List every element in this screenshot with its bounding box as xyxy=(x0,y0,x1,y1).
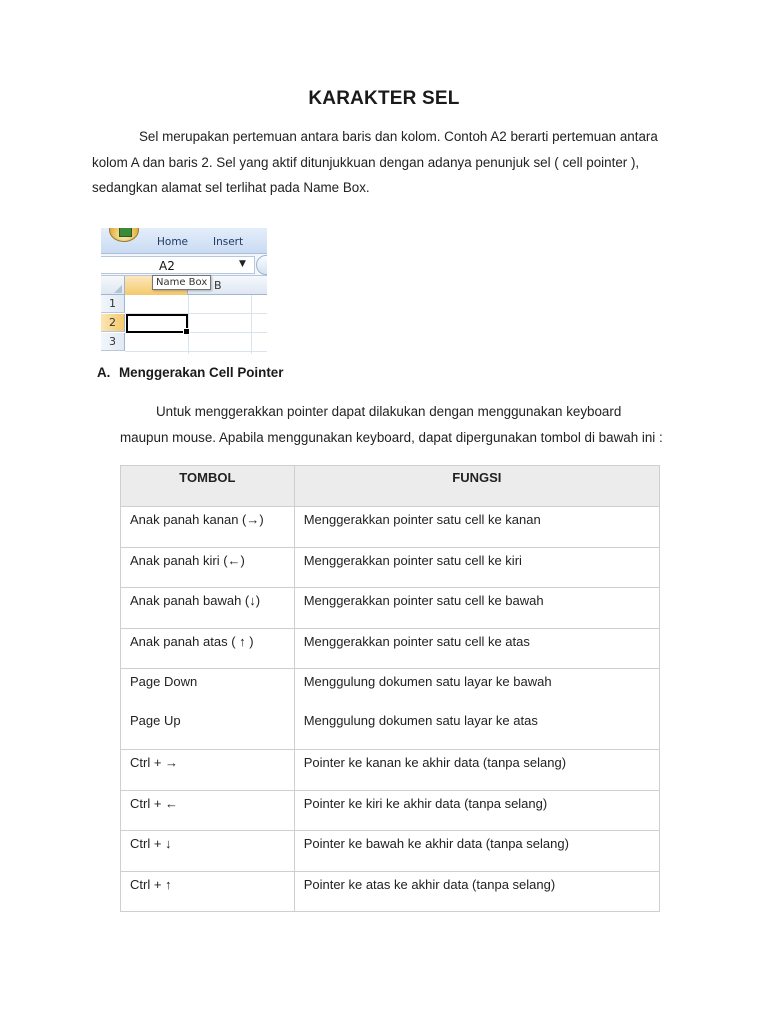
function-cell: Menggerakkan pointer satu cell ke bawah xyxy=(294,588,659,629)
row-header-1[interactable]: 1 xyxy=(101,295,125,313)
table-row xyxy=(121,588,660,629)
key-cell: Ctrl + → xyxy=(121,750,295,791)
table-row xyxy=(121,669,660,750)
section-title: Menggerakan Cell Pointer xyxy=(119,365,284,380)
tab-insert[interactable]: Insert xyxy=(213,236,244,248)
excel-screenshot xyxy=(101,228,267,354)
key-cell: Ctrl + ↓ xyxy=(121,831,295,872)
table-row xyxy=(121,507,660,548)
tab-home[interactable]: Home xyxy=(157,236,189,248)
key-cell: Anak panah kiri (←) xyxy=(121,547,295,588)
section-letter: A. xyxy=(97,365,111,380)
function-cell: Menggerakkan pointer satu cell ke atas xyxy=(294,628,659,669)
name-box-tooltip: Name Box xyxy=(152,275,211,290)
function-cell: Pointer ke bawah ke akhir data (tanpa selang) xyxy=(294,831,659,872)
gridline xyxy=(251,295,252,354)
select-all-corner[interactable] xyxy=(101,276,125,295)
function-cell xyxy=(294,669,659,750)
body-paragraph xyxy=(120,399,665,450)
row-header-3[interactable]: 3 xyxy=(101,333,125,351)
function-cell: Menggerakkan pointer satu cell ke kiri xyxy=(294,547,659,588)
key-cell xyxy=(121,669,295,750)
page-title: KARAKTER SEL xyxy=(308,88,460,109)
name-box-value: A2 xyxy=(159,259,175,273)
gridline xyxy=(188,295,189,354)
key-text: Page Down xyxy=(130,674,198,689)
body-text: Untuk menggerakkan pointer dapat dilakukan dengan menggunakan keyboard maupun mouse. Apabila menggunakan keyboard, dapat dipergunakan tombol di bawah ini : xyxy=(120,404,663,445)
table-row xyxy=(121,790,660,831)
table-header-row xyxy=(121,466,660,507)
header-fungsi: FUNGSI xyxy=(294,466,659,507)
gridline xyxy=(125,351,267,352)
name-box[interactable] xyxy=(101,256,255,274)
key-cell: Anak panah kanan (→) xyxy=(121,507,295,548)
ribbon xyxy=(101,228,267,254)
key-cell: Ctrl + ← xyxy=(121,790,295,831)
cell-pointer[interactable] xyxy=(126,314,188,333)
function-cell: Menggerakkan pointer satu cell ke kanan xyxy=(294,507,659,548)
table-row xyxy=(121,871,660,912)
function-cell: Pointer ke atas ke akhir data (tanpa selang) xyxy=(294,871,659,912)
table-row xyxy=(121,750,660,791)
intro-paragraph xyxy=(92,124,682,201)
section-heading xyxy=(97,365,283,380)
table-row xyxy=(121,547,660,588)
function-text: Menggulung dokumen satu layar ke bawah xyxy=(303,674,552,689)
table-row xyxy=(121,831,660,872)
key-cell: Ctrl + ↑ xyxy=(121,871,295,912)
function-cell: Pointer ke kiri ke akhir data (tanpa selang) xyxy=(294,790,659,831)
formula-bar xyxy=(101,254,267,276)
key-text: Page Up xyxy=(130,713,181,728)
office-button-icon[interactable] xyxy=(109,228,139,242)
chevron-down-icon[interactable]: ▼ xyxy=(239,259,246,269)
column-header-b[interactable]: B xyxy=(214,279,222,292)
function-cell: Pointer ke kanan ke akhir data (tanpa selang) xyxy=(294,750,659,791)
row-header-2[interactable]: 2 xyxy=(101,314,125,332)
intro-text: Sel merupakan pertemuan antara baris dan kolom. Contoh A2 berarti pertemuan antara kolom A dan baris 2. Sel yang aktif ditunjukkuan dengan adanya penunjuk sel ( cell pointer ), sedangkan alamat sel terlihat pada Name Box. xyxy=(92,129,658,195)
key-function-table xyxy=(120,465,660,912)
header-tombol: TOMBOL xyxy=(121,466,295,507)
key-cell: Anak panah atas ( ↑ ) xyxy=(121,628,295,669)
key-cell: Anak panah bawah (↓) xyxy=(121,588,295,629)
function-text: Menggulung dokumen satu layar ke atas xyxy=(303,713,538,728)
formula-expand-icon[interactable] xyxy=(256,255,267,275)
table-row xyxy=(121,628,660,669)
